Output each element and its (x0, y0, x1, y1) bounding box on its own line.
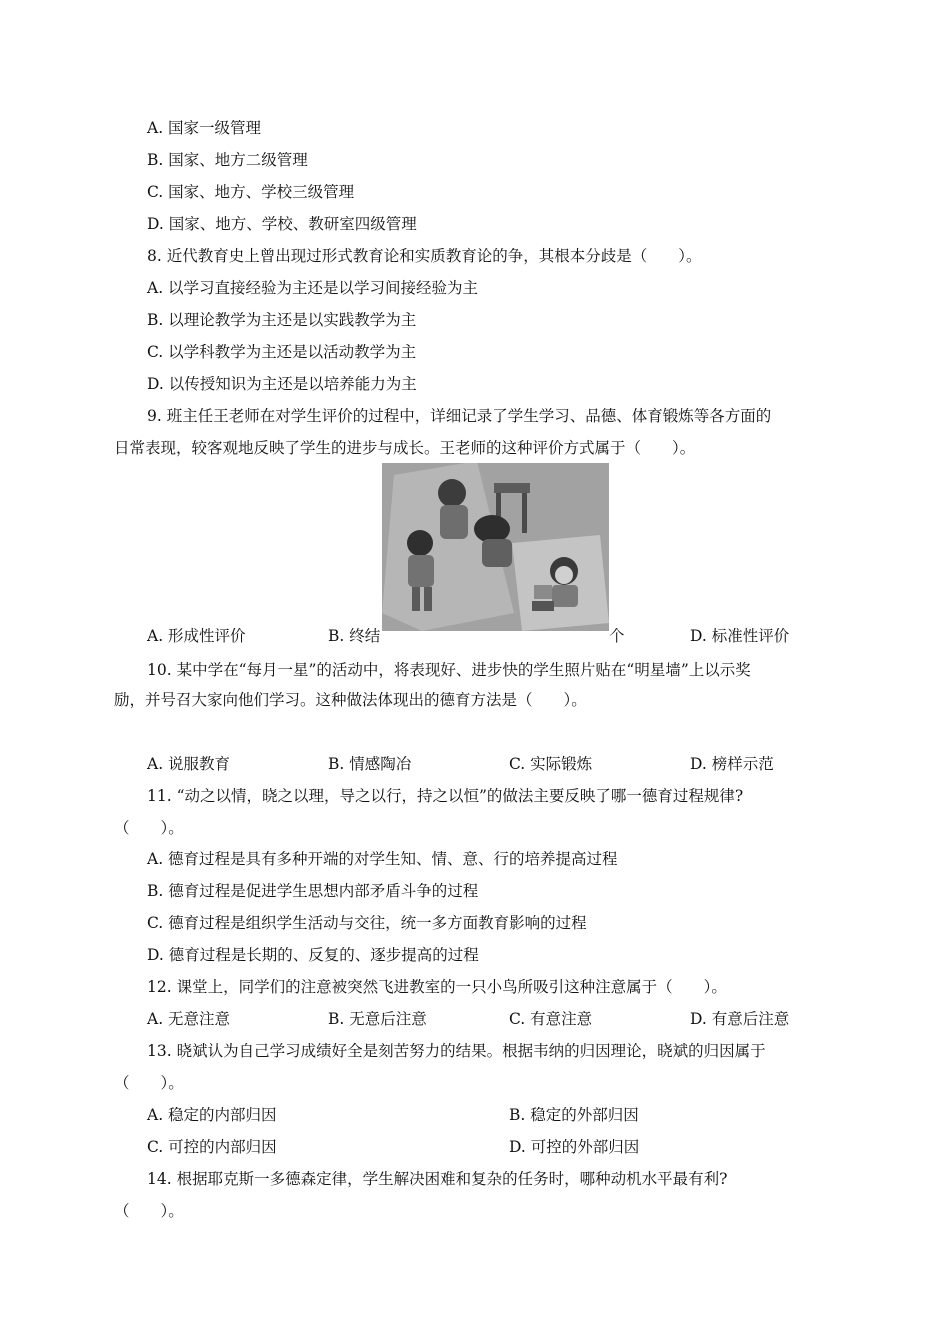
q7-option-b: B. 国家、地方二级管理 (147, 151, 308, 169)
q8-option-d: D. 以传授知识为主还是以培养能力为主 (147, 375, 417, 393)
q11-option-c: C. 德育过程是组织学生活动与交往，统一多方面教育影响的过程 (147, 914, 587, 932)
q9-option-b: B. 终结 (328, 627, 381, 645)
q7-option-c: C. 国家、地方、学校三级管理 (147, 183, 355, 201)
q9-stem-line2: 日常表现，较客观地反映了学生的进步与成长。王老师的这种评价方式属于（ ）。 (114, 439, 696, 457)
q9-stem-line1: 9. 班主任王老师在对学生评价的过程中，详细记录了学生学习、品德、体育锻炼等各方面的 (147, 407, 772, 425)
q9-option-c-fragment: 个 (609, 627, 625, 645)
q7-option-d: D. 国家、地方、学校、教研室四级管理 (147, 215, 417, 233)
q12-option-b: B. 无意后注意 (328, 1010, 427, 1028)
q11-option-d: D. 德育过程是长期的、反复的、逐步提高的过程 (147, 946, 479, 964)
q10-stem-line2: 励，并号召大家向他们学习。这种做法体现出的德育方法是（ ）。 (114, 691, 587, 709)
q7-option-a: A. 国家一级管理 (147, 119, 262, 137)
q12-option-c: C. 有意注意 (509, 1010, 593, 1028)
q12-stem: 12. 课堂上，同学们的注意被突然飞进教室的一只小鸟所吸引这种注意属于（ ）。 (147, 978, 727, 996)
q13-option-d: D. 可控的外部归因 (509, 1138, 640, 1156)
q10-option-a: A. 说服教育 (147, 755, 231, 773)
photo-drawing (382, 463, 609, 631)
q8-option-a: A. 以学习直接经验为主还是以学习间接经验为主 (147, 279, 479, 297)
q11-stem-line2: （ ）。 (114, 819, 184, 837)
q13-stem-line1: 13. 晓斌认为自己学习成绩好全是刻苦努力的结果。根据韦纳的归因理论，晓斌的归因属于 (147, 1042, 766, 1060)
q13-option-c: C. 可控的内部归因 (147, 1138, 277, 1156)
q12-option-d: D. 有意后注意 (690, 1010, 790, 1028)
q11-option-b: B. 德育过程是促进学生思想内部矛盾斗争的过程 (147, 882, 479, 900)
q13-stem-line2: （ ）。 (114, 1074, 184, 1092)
q8-option-c: C. 以学科教学为主还是以活动教学为主 (147, 343, 417, 361)
textbook-illustration-photo (382, 463, 609, 631)
q14-stem-line1: 14. 根据耶克斯一多德森定律，学生解决困难和复杂的任务时，哪种动机水平最有利? (147, 1170, 728, 1188)
q8-stem: 8. 近代教育史上曾出现过形式教育论和实质教育论的争，其根本分歧是（ ）。 (147, 247, 702, 265)
q8-option-b: B. 以理论教学为主还是以实践教学为主 (147, 311, 417, 329)
q13-option-a: A. 稳定的内部归因 (147, 1106, 277, 1124)
q10-option-c: C. 实际锻炼 (509, 755, 593, 773)
q14-stem-line2: （ ）。 (114, 1202, 184, 1220)
q13-option-b: B. 稳定的外部归因 (509, 1106, 639, 1124)
q12-option-a: A. 无意注意 (147, 1010, 231, 1028)
q9-option-a: A. 形成性评价 (147, 627, 246, 645)
q10-option-b: B. 情感陶冶 (328, 755, 412, 773)
q11-option-a: A. 德育过程是具有多种开端的对学生知、情、意、行的培养提高过程 (147, 850, 618, 868)
q10-stem-line1: 10. 某中学在“每月一星”的活动中，将表现好、进步快的学生照片贴在“明星墙”上以示奖 (147, 661, 751, 679)
q9-option-d: D. 标准性评价 (690, 627, 790, 645)
q10-option-d: D. 榜样示范 (690, 755, 774, 773)
q11-stem-line1: 11. “动之以情，晓之以理，导之以行，持之以恒”的做法主要反映了哪一德育过程规律? (147, 787, 744, 805)
